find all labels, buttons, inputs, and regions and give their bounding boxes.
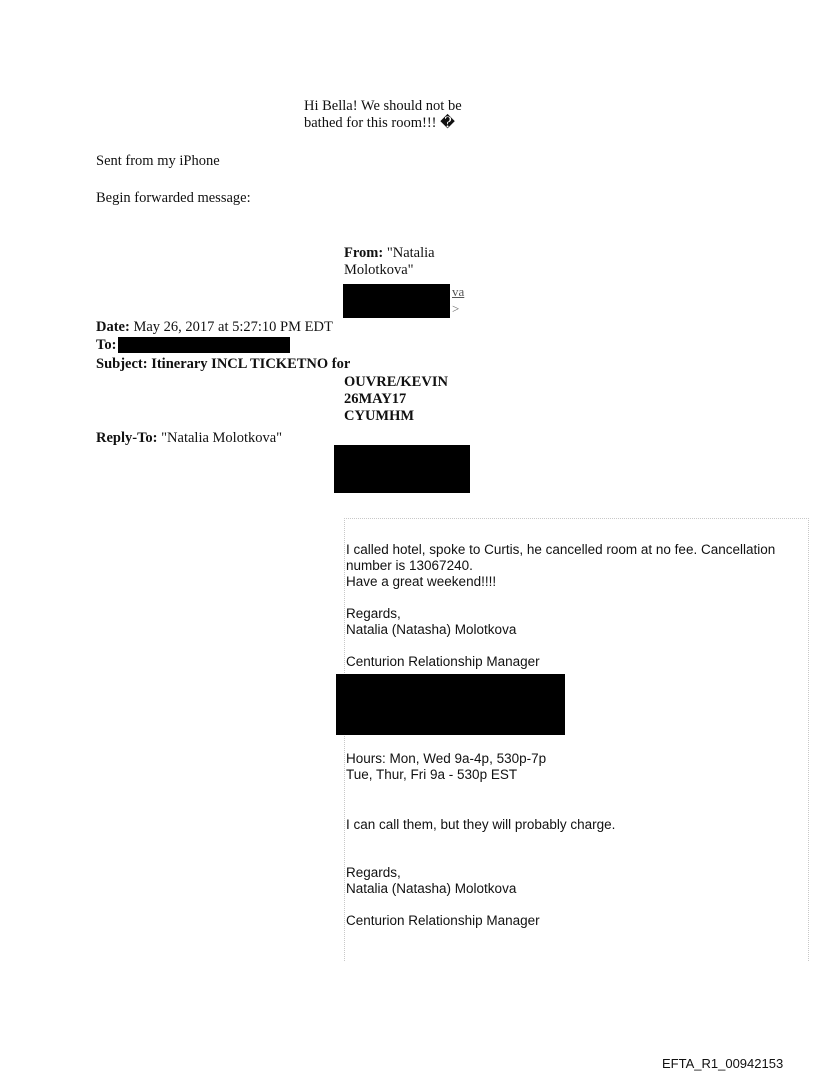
regards-2: Regards,	[346, 865, 401, 880]
reply-to-header	[96, 430, 282, 447]
from-email-bracket: >	[452, 301, 460, 316]
from-email-fragment: va	[452, 284, 465, 299]
hours-line-1: Hours: Mon, Wed 9a-4p, 530p-7p	[346, 751, 547, 766]
body-p1-line-1: I called hotel, spoke to Curtis, he cancelled room at no fee. Cancellation	[346, 542, 776, 557]
reply-line-2: bathed for this room!!! �	[304, 115, 455, 131]
regards-1: Regards,	[346, 606, 401, 621]
from-name-line-2: Molotkova"	[344, 262, 414, 278]
body-p1-line-3: Have a great weekend!!!!	[346, 574, 497, 589]
subject-line-4: CYUMHM	[344, 408, 415, 424]
redaction-from-email	[343, 284, 450, 318]
subject-continuation	[344, 374, 448, 425]
signature-block-2	[346, 865, 516, 897]
sender-name-2: Natalia (Natasha) Molotkova	[346, 881, 517, 896]
to-header	[96, 337, 116, 354]
forward-intro: Begin forwarded message:	[96, 190, 251, 206]
message-body	[346, 542, 775, 590]
reply-line-1: Hi Bella! We should not be	[304, 98, 462, 114]
redaction-contact-info	[336, 674, 565, 735]
to-label: To:	[96, 337, 117, 353]
from-name-line-1: "Natalia	[386, 245, 435, 261]
sender-name-1: Natalia (Natasha) Molotkova	[346, 622, 517, 637]
redaction-reply-to	[334, 445, 470, 493]
date-label: Date:	[96, 319, 130, 335]
body-p1-line-2: number is 13067240.	[346, 558, 473, 573]
redaction-to	[118, 337, 290, 353]
hours-line-2: Tue, Thur, Fri 9a - 530p EST	[346, 767, 518, 782]
document-id: EFTA_R1_00942153	[662, 1056, 784, 1071]
reply-message	[304, 98, 462, 132]
reply-to-label: Reply-To:	[96, 430, 158, 446]
signature-block-1	[346, 606, 516, 638]
from-header	[344, 245, 435, 279]
date-value: May 26, 2017 at 5:27:10 PM EDT	[133, 319, 333, 335]
subject-header	[96, 356, 350, 373]
from-label: From:	[344, 245, 384, 261]
sender-title-1: Centurion Relationship Manager	[346, 654, 540, 669]
date-header	[96, 319, 333, 336]
reply-to-value: "Natalia Molotkova"	[161, 430, 283, 446]
subject-line-1: Itinerary INCL TICKETNO for	[151, 356, 351, 372]
sender-title-2: Centurion Relationship Manager	[346, 913, 540, 928]
subject-label: Subject:	[96, 356, 148, 372]
subject-line-3: 26MAY17	[344, 391, 407, 407]
hours-block	[346, 751, 546, 783]
subject-line-2: OUVRE/KEVIN	[344, 374, 448, 390]
sent-from-signature: Sent from my iPhone	[96, 153, 220, 169]
body-p2: I can call them, but they will probably charge.	[346, 817, 616, 832]
